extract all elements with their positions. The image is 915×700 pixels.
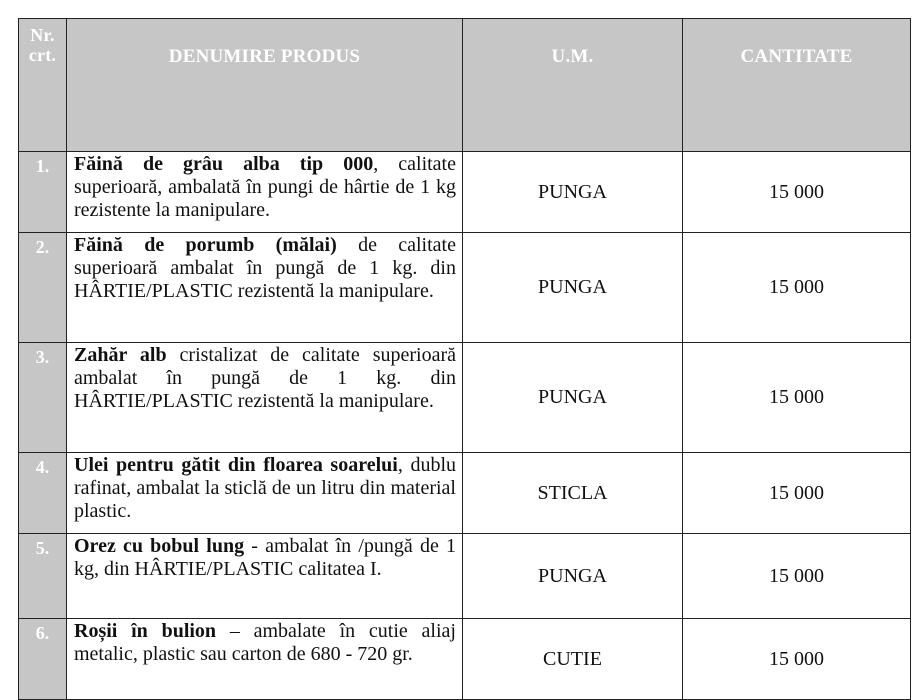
product-name: Ulei pentru gătit din floarea soarelui xyxy=(74,454,398,476)
product-details: – ambalate în cutie aliaj metalic, plastic sau carton de 680 - 720 gr. xyxy=(74,620,456,665)
product-name: Făină de grâu alba tip 000 xyxy=(74,153,374,175)
unit-of-measure: PUNGA xyxy=(463,233,683,343)
product-description xyxy=(67,453,463,534)
product-details: cristalizat de calitate superioară ambalat în pungă de 1 kg. din HÂRTIE/PLASTIC rezistentă la manipulare. xyxy=(74,344,456,412)
header-cantitate: CANTITATE xyxy=(683,19,911,152)
unit-of-measure: PUNGA xyxy=(463,534,683,619)
row-number: 2. xyxy=(19,233,67,343)
header-um: U.M. xyxy=(463,19,683,152)
table-row xyxy=(19,152,911,233)
table-row xyxy=(19,453,911,534)
unit-of-measure: STICLA xyxy=(463,453,683,534)
product-name: Orez cu bobul lung xyxy=(74,535,245,557)
unit-of-measure: PUNGA xyxy=(463,152,683,233)
header-nr-crt: Nr. crt. xyxy=(19,19,67,152)
product-description xyxy=(67,152,463,233)
product-name: Roșii în bulion xyxy=(74,620,217,642)
product-description xyxy=(67,534,463,619)
product-details: , calitate superioară, ambalată în pungi de hârtie de 1 kg rezistente la manipulare. xyxy=(74,153,456,221)
row-number: 5. xyxy=(19,534,67,619)
quantity: 15 000 xyxy=(683,152,911,233)
unit-of-measure: CUTIE xyxy=(463,619,683,700)
product-details: de calitate superioară ambalat în pungă de 1 kg. din HÂRTIE/PLASTIC rezistentă la manipulare. xyxy=(74,234,456,302)
product-details: - ambalat în /pungă de 1 kg, din HÂRTIE/PLASTIC calitatea I. xyxy=(74,535,456,580)
product-details: , dublu rafinat, ambalat la sticlă de un litru din material plastic. xyxy=(74,454,457,522)
quantity: 15 000 xyxy=(683,619,911,700)
quantity: 15 000 xyxy=(683,534,911,619)
quantity: 15 000 xyxy=(683,453,911,534)
table-header-row xyxy=(19,19,911,152)
products-table xyxy=(18,18,911,700)
product-name: Zahăr alb xyxy=(74,344,167,366)
table-row xyxy=(19,534,911,619)
product-description xyxy=(67,233,463,343)
quantity: 15 000 xyxy=(683,343,911,453)
row-number: 3. xyxy=(19,343,67,453)
product-description xyxy=(67,343,463,453)
row-number: 4. xyxy=(19,453,67,534)
row-number: 1. xyxy=(19,152,67,233)
product-description xyxy=(67,619,463,700)
quantity: 15 000 xyxy=(683,233,911,343)
table-row xyxy=(19,343,911,453)
product-name: Făină de porumb (mălai) xyxy=(74,234,337,256)
unit-of-measure: PUNGA xyxy=(463,343,683,453)
header-denumire-produs: DENUMIRE PRODUS xyxy=(67,19,463,152)
table-row xyxy=(19,619,911,700)
table-row xyxy=(19,233,911,343)
row-number: 6. xyxy=(19,619,67,700)
